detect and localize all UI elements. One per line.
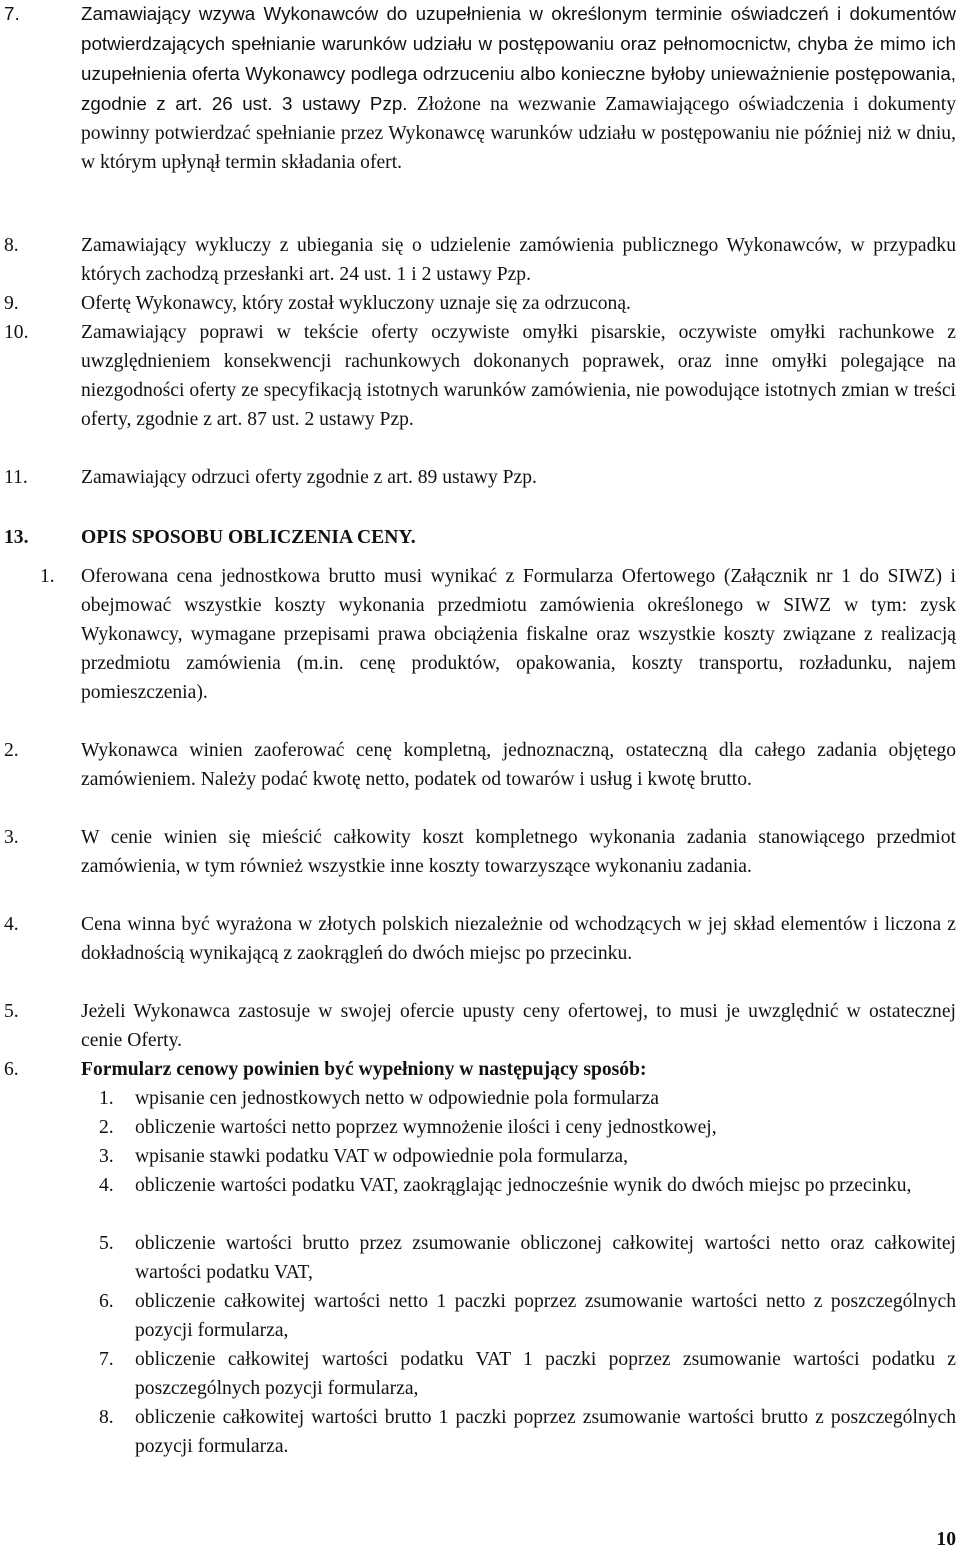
sub-item-text: obliczenie całkowitej wartości netto 1 paczki poprzez zsumowanie wartości netto z poszczególnych pozycji formularza,: [135, 1291, 956, 1341]
item-text-part: Zamawiający wzywa Wykonawców do uzupełnienia w określonym terminie oświadczeń i dokumentów potwierdzających spełnianie warunków udziału w postępowaniu oraz pełnomocnictw, chyba że mimo ich uzupełnienia oferta Wykonawcy podlega odrzuceniu albo konieczne byłoby unieważnienie postępowania, zgodnie z art. 26 ust. 3 ustawy Pzp.: [81, 3, 956, 114]
sub-item-text: wpisanie stawki podatku VAT w odpowiednie pola formularza,: [135, 1146, 629, 1167]
section-heading: [4, 524, 956, 553]
sub-item-number: 8.: [99, 1407, 114, 1428]
sub-list-item: [99, 1085, 956, 1114]
item-number: 10.: [4, 322, 29, 343]
sub-item-number: 1.: [99, 1088, 114, 1109]
sub-list-item: [99, 1230, 956, 1288]
item-text: Zamawiający wykluczy z ubiegania się o udzielenie zamówienia publicznego Wykonawców, w przypadku których zachodzą przesłanki art. 24 ust. 1 i 2 ustawy Pzp.: [81, 235, 956, 285]
item-number: 5.: [4, 1001, 19, 1022]
list-item: [4, 464, 956, 493]
item-text: Cena winna być wyrażona w złotych polskich niezależnie od wchodzących w jej skład elementów i liczona z dokładnością wynikającą z zaokrągleń do dwóch miejsc po przecinku.: [81, 914, 956, 964]
sub-item-number: 4.: [99, 1175, 114, 1196]
sub-item-text: obliczenie wartości brutto przez zsumowanie obliczonej całkowitej wartości netto oraz całkowitej wartości podatku VAT,: [135, 1233, 956, 1283]
item-text: Zamawiający odrzuci oferty zgodnie z art. 89 ustawy Pzp.: [81, 467, 537, 488]
sub-list-item: [99, 1172, 956, 1201]
item-text: Ofertę Wykonawcy, który został wykluczony uznaje się za odrzuconą.: [81, 293, 631, 314]
item-text-part: Złożone na wezwanie Zamawiającego oświadczenia i dokumenty powinny potwierdzać spełnianie przez Wykonawcę warunków udziału w postępowaniu nie później niż w dniu, w którym upłynął termin składania ofert.: [81, 93, 956, 173]
list-item: [4, 319, 956, 435]
sub-item-number: 3.: [99, 1146, 114, 1167]
sub-item-text: obliczenie wartości netto poprzez wymnożenie ilości i ceny jednostkowej,: [135, 1117, 717, 1138]
sub-list-item: [99, 1404, 956, 1462]
list-item: [4, 737, 956, 795]
list-item: [4, 290, 956, 319]
list-item: [4, 824, 956, 882]
item-text: Jeżeli Wykonawca zastosuje w swojej ofercie upusty ceny ofertowej, to musi je uwzględnić w ostatecznej cenie Oferty.: [81, 1001, 956, 1051]
section-number: 13.: [4, 527, 29, 548]
list-item: [4, 1056, 956, 1085]
sub-item-number: 7.: [99, 1349, 114, 1370]
list-item: [4, 998, 956, 1056]
sub-item-number: 6.: [99, 1291, 114, 1312]
item-text: Formularz cenowy powinien być wypełniony w następujący sposób:: [81, 1059, 647, 1080]
item-number: 9.: [4, 293, 19, 314]
item-number: 8.: [4, 235, 19, 256]
sub-item-text: obliczenie całkowitej wartości podatku VAT 1 paczki poprzez zsumowanie wartości podatku z poszczególnych pozycji formularza,: [135, 1349, 956, 1399]
list-item: [4, 0, 956, 177]
sub-list-item: [99, 1114, 956, 1143]
item-text: Zamawiający poprawi w tekście oferty oczywiste omyłki pisarskie, oczywiste omyłki rachunkowe z uwzględnieniem konsekwencji rachunkowych dokonanych poprawek, oraz inne omyłki polegające na niezgodności oferty ze specyfikacją istotnych warunków zamówienia, nie powodujące istotnych zmian w treści oferty, zgodnie z art. 87 ust. 2 ustawy Pzp.: [81, 322, 956, 430]
list-item: [4, 232, 956, 290]
sub-item-number: 2.: [99, 1117, 114, 1138]
item-number: 4.: [4, 914, 19, 935]
item-number: 11.: [4, 467, 28, 488]
list-item: [4, 563, 956, 708]
item-number: 1.: [40, 566, 55, 587]
sub-item-number: 5.: [99, 1233, 114, 1254]
item-number: 6.: [4, 1059, 19, 1080]
page-number: 10: [936, 1529, 956, 1550]
item-number: 7.: [4, 3, 20, 24]
list-item: [4, 911, 956, 969]
item-text: Wykonawca winien zaoferować cenę kompletną, jednoznaczną, ostateczną dla całego zadania objętego zamówieniem. Należy podać kwotę netto, podatek od towarów i usług i kwotę brutto.: [81, 740, 956, 790]
sub-item-text: obliczenie wartości podatku VAT, zaokrąglając jednocześnie wynik do dwóch miejsc po przecinku,: [135, 1175, 912, 1196]
item-text: Oferowana cena jednostkowa brutto musi wynikać z Formularza Ofertowego (Załącznik nr 1 do SIWZ) i obejmować wszystkie koszty wykonania przedmiotu zamówienia określonego w SIWZ w tym: zysk Wykonawcy, wymagane przepisami prawa obciążenia fiskalne oraz wszystkie koszty związane z realizacją przedmiotu zamówienia (m.in. cenę produktów, opakowania, koszty transportu, rozładunku, najem pomieszczenia).: [81, 566, 956, 703]
sub-list-item: [99, 1346, 956, 1404]
sub-item-text: wpisanie cen jednostkowych netto w odpowiednie pola formularza: [135, 1088, 659, 1109]
item-number: 2.: [4, 740, 19, 761]
sub-list-item: [99, 1143, 956, 1172]
item-text: W cenie winien się mieścić całkowity koszt kompletnego wykonania zadania stanowiącego przedmiot zamówienia, w tym również wszystkie inne koszty towarzyszące wykonaniu zadania.: [81, 827, 956, 877]
item-number: 3.: [4, 827, 19, 848]
section-title: OPIS SPOSOBU OBLICZENIA CENY.: [81, 527, 416, 548]
item-text: [81, 0, 956, 177]
sub-list-item: [99, 1288, 956, 1346]
sub-item-text: obliczenie całkowitej wartości brutto 1 paczki poprzez zsumowanie wartości brutto z poszczególnych pozycji formularza.: [135, 1407, 956, 1457]
